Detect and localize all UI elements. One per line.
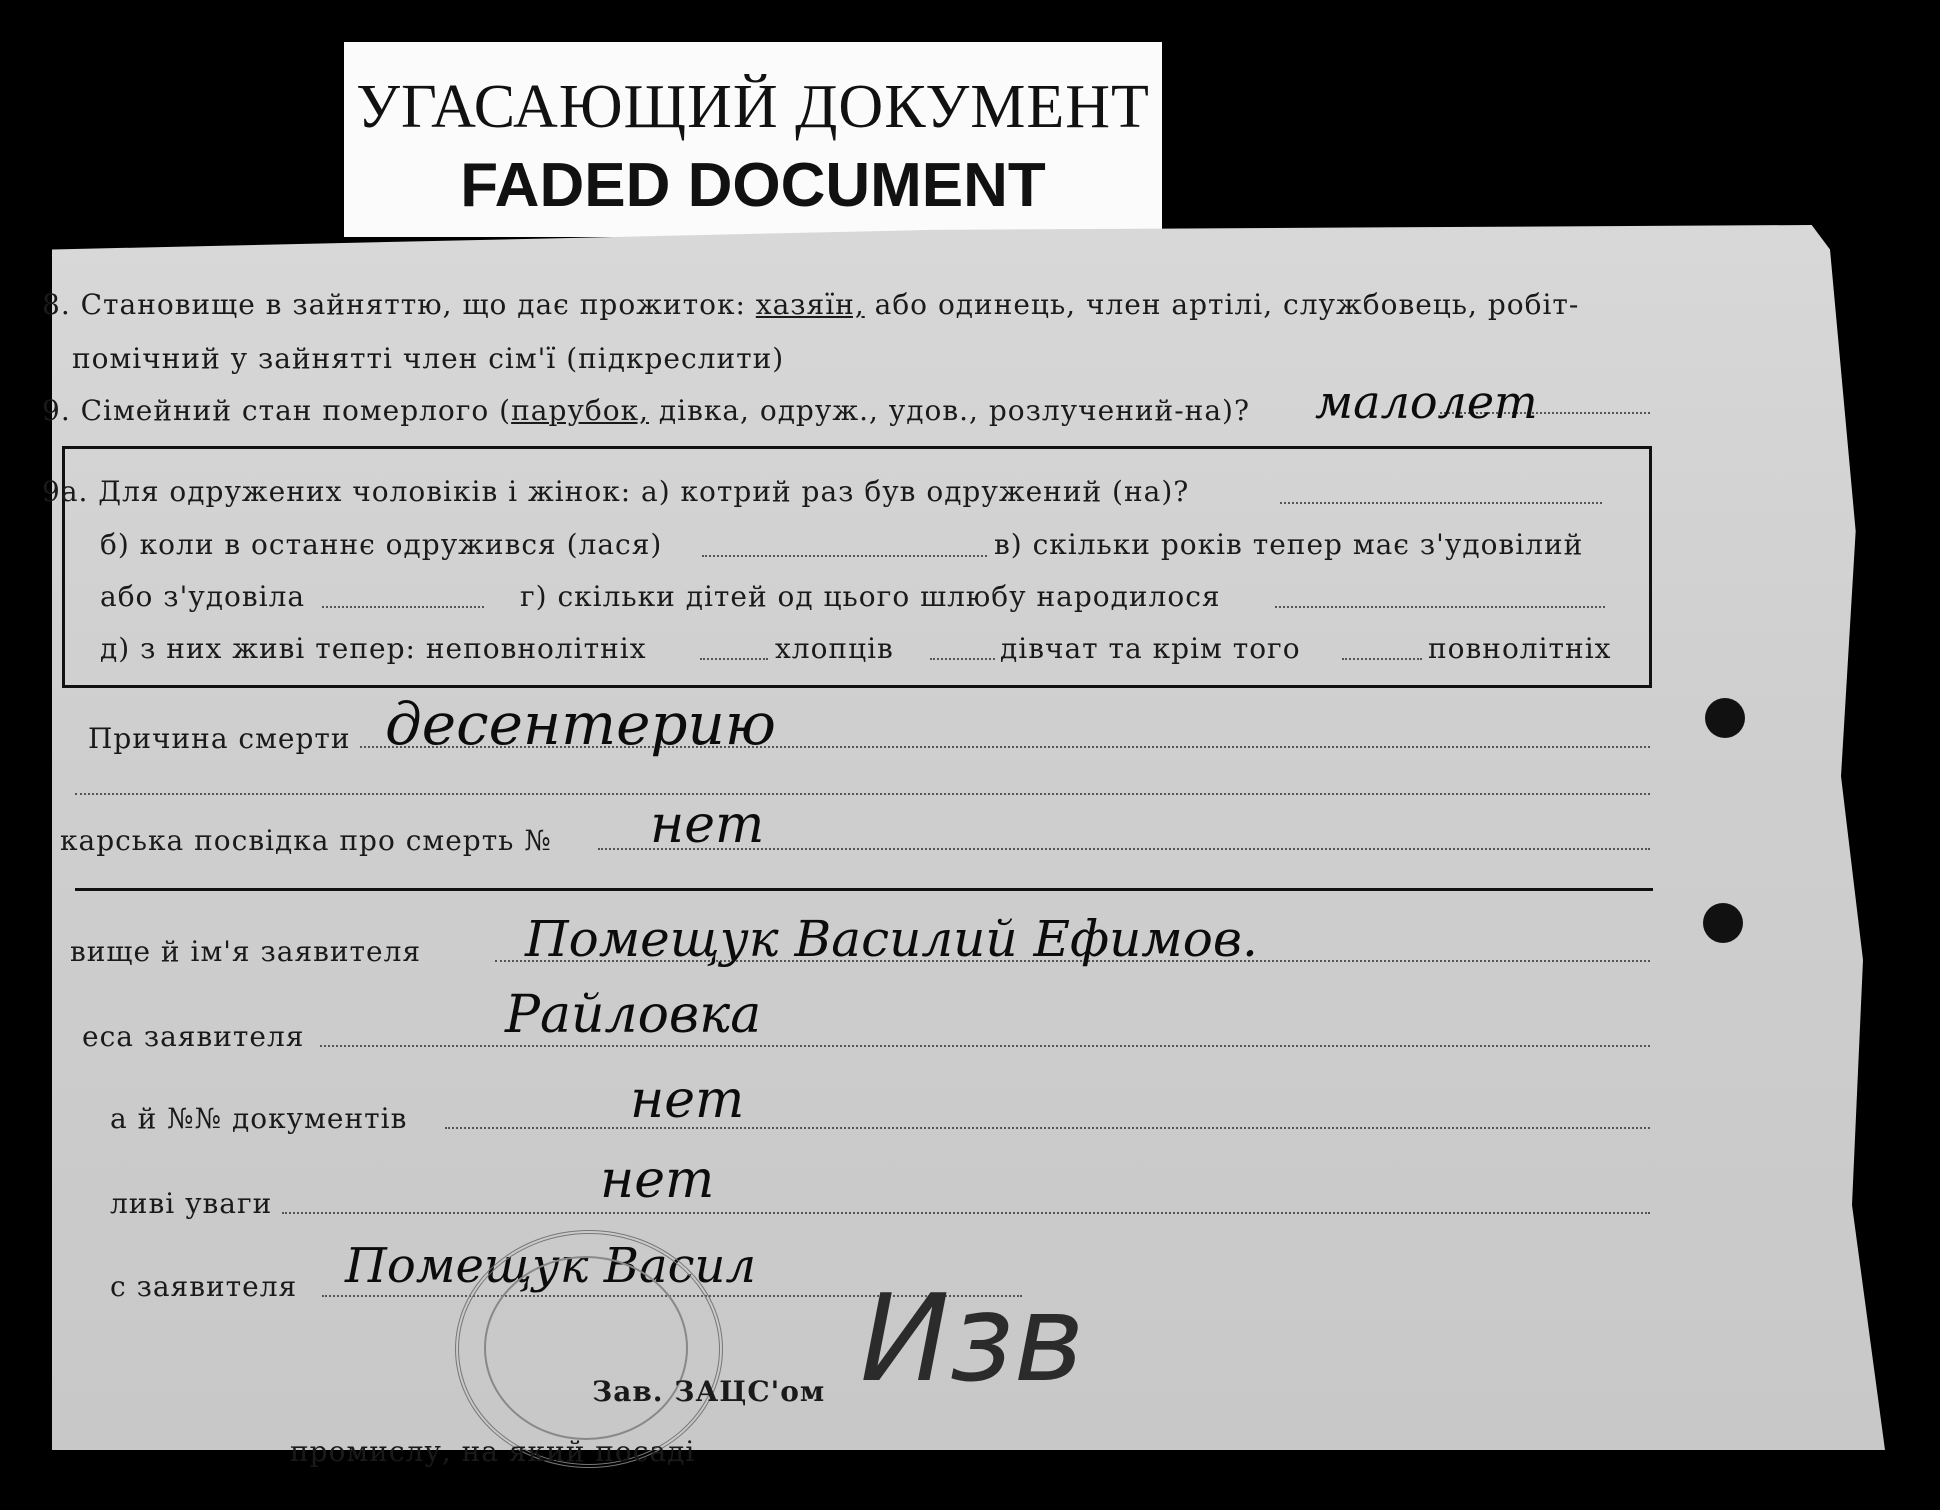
punch-hole: [1705, 698, 1745, 738]
handwritten-signature: Помещук Васил: [345, 1238, 757, 1294]
field-boys: хлопців: [775, 632, 894, 665]
handwritten-documents: нет: [630, 1070, 745, 1130]
dotted-line: [1280, 502, 1602, 504]
field-minors: д) з них живі тепер: неповнолітніх: [100, 632, 647, 665]
handwritten-cause: десентерию: [385, 690, 776, 758]
punch-hole: [1703, 903, 1743, 943]
dotted-line: [445, 1127, 1650, 1129]
stamp-inner-ring: [484, 1256, 688, 1440]
field-applicant-name: вище й ім'я заявителя: [70, 935, 422, 968]
underlined-option: парубок,: [511, 394, 649, 427]
field-occupation: промислу, на який посаді: [290, 1435, 696, 1468]
dotted-line: [322, 606, 484, 608]
field-documents: а й №№ документів: [110, 1102, 408, 1135]
faded-document-banner: [344, 42, 1162, 237]
section-divider: [75, 888, 1653, 891]
field-girls: дівчат та крім того: [1000, 632, 1301, 665]
dotted-line: [320, 1045, 1650, 1047]
handwritten-marital: малолет: [1315, 375, 1538, 429]
field-last-married: б) коли в останнє одружився (лася): [100, 528, 663, 561]
field-text: або одинець, член артілі, службовець, робіт-: [864, 288, 1580, 321]
dotted-line: [75, 793, 1650, 795]
field-children-born: г) скільки дітей од цього шлюбу народилося: [520, 580, 1221, 613]
field-medical-certificate: карська посвідка про смерть №: [60, 824, 552, 857]
banner-title-en: FADED DOCUMENT: [460, 151, 1046, 220]
handwritten-name: Помещук Василий Ефимов.: [525, 910, 1258, 968]
registrar-signature: Изв: [860, 1270, 1085, 1409]
field-applicant-signature: с заявителя: [110, 1270, 298, 1303]
registrar-label: Зав. ЗАЦС'ом: [592, 1375, 826, 1408]
field-marriage-count: 9а. Для одружених чоловіків і жінок: а) котрий раз був одружений (на)?: [42, 475, 1190, 508]
field-occupation-status-cont: помічний у зайнятті член сім'ї (підкреслити): [72, 342, 785, 375]
banner-title-ru: УГАСАЮЩИЙ ДОКУМЕНТ: [356, 73, 1150, 141]
dotted-line: [1342, 658, 1422, 660]
field-occupation-status: [42, 288, 1579, 321]
field-text: 8. Становище в зайняттю, що дає прожиток:: [42, 288, 756, 321]
field-widowed-years: в) скільки років тепер має з'удовілий: [994, 528, 1584, 561]
official-stamp: [455, 1230, 723, 1468]
underlined-option: хазяїн,: [755, 288, 865, 321]
handwritten-address: Райловка: [505, 985, 762, 1045]
field-remarks: ливі уваги: [110, 1187, 273, 1220]
field-cause-of-death: Причина смерти: [88, 722, 351, 755]
dotted-line: [700, 658, 768, 660]
field-text: 9. Сімейний стан померлого (: [42, 394, 512, 427]
dotted-line: [702, 555, 987, 557]
handwritten-remarks: нет: [600, 1150, 715, 1210]
dotted-line: [282, 1212, 1650, 1214]
field-adults: повнолітніх: [1428, 632, 1612, 665]
field-applicant-address: еса заявителя: [82, 1020, 305, 1053]
field-widowed: або з'удовіла: [100, 580, 306, 613]
field-text: дівка, одруж., удов., розлучений-на)?: [648, 394, 1250, 427]
handwritten-cert: нет: [650, 795, 765, 855]
field-marital-status: [42, 394, 1250, 427]
dotted-line: [1275, 606, 1605, 608]
dotted-line: [930, 658, 995, 660]
